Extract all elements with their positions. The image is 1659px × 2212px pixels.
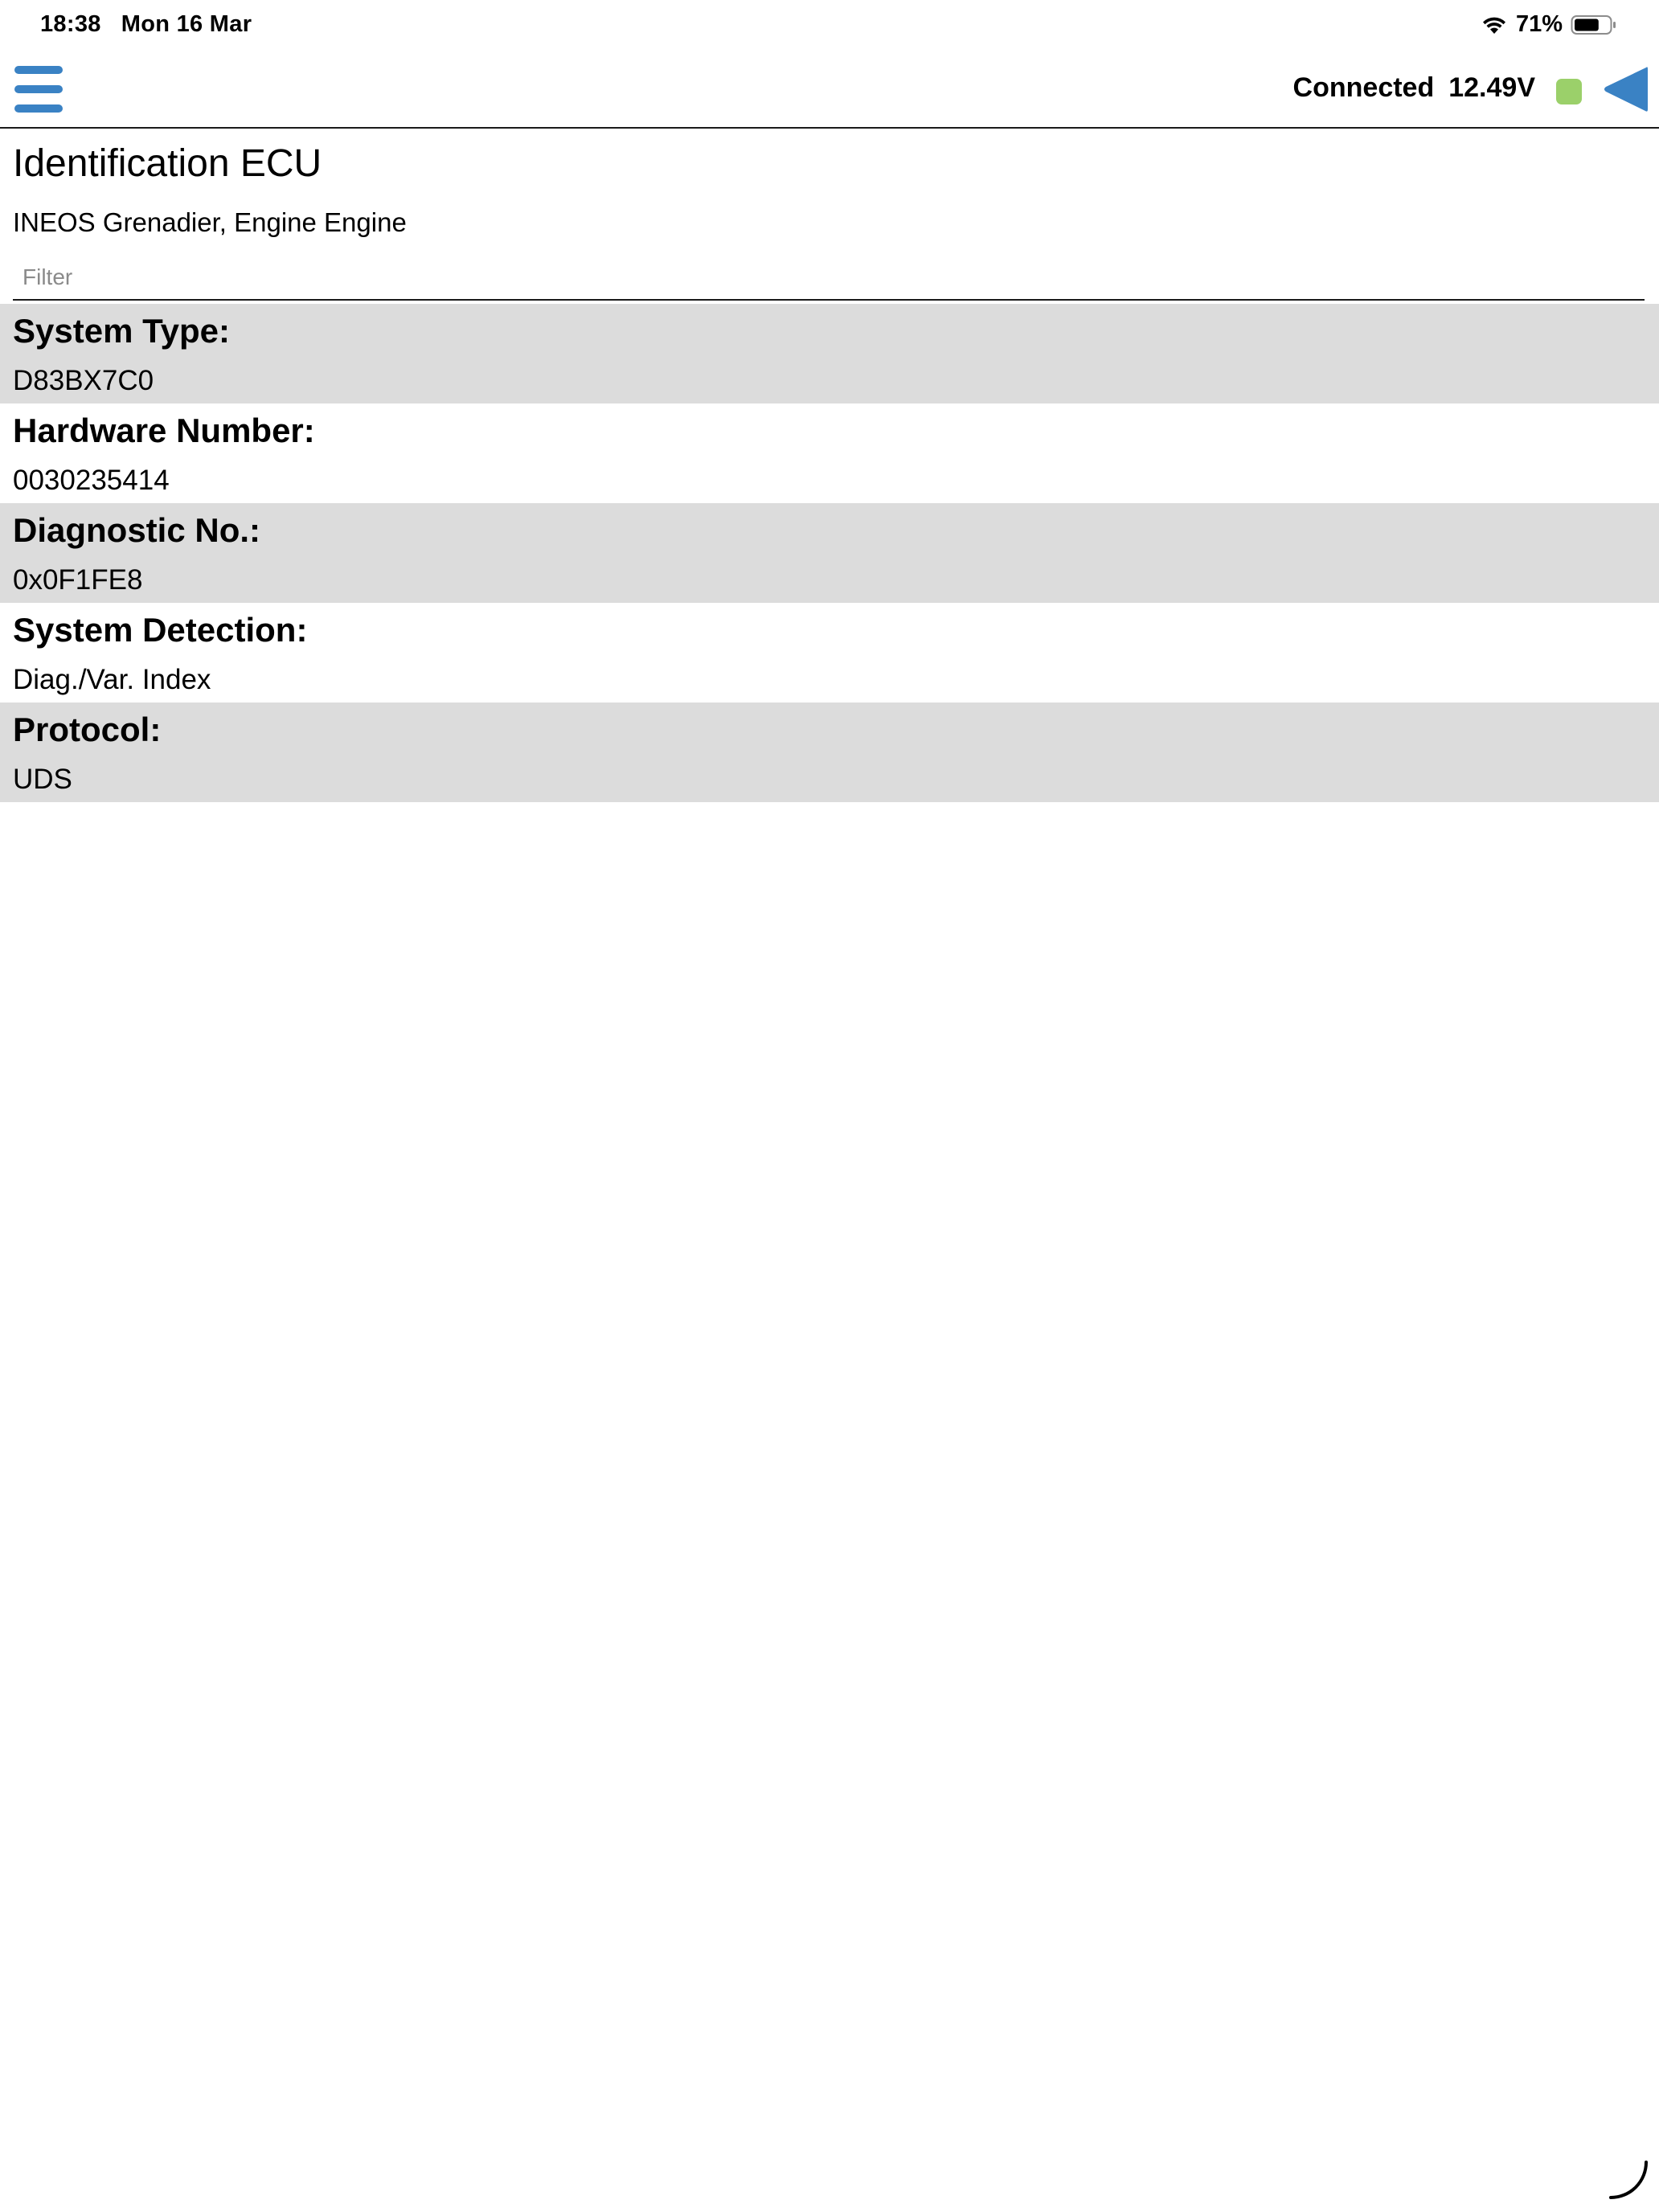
- hamburger-menu-icon[interactable]: [13, 64, 64, 116]
- info-label: Hardware Number:: [13, 412, 315, 449]
- connection-status: Connected: [1292, 72, 1435, 103]
- info-value: UDS: [13, 764, 72, 795]
- info-value: 0x0F1FE8: [13, 564, 143, 596]
- page-subtitle: INEOS Grenadier, Engine Engine: [13, 207, 407, 237]
- info-value: D83BX7C0: [13, 365, 154, 396]
- loading-spinner-icon: [1606, 2159, 1651, 2204]
- info-row-hardware-number: [0, 403, 1659, 503]
- battery-voltage: 12.49V: [1448, 72, 1535, 103]
- back-triangle-icon[interactable]: [1601, 64, 1649, 114]
- info-row-system-detection: [0, 603, 1659, 703]
- status-bar: [0, 0, 1659, 50]
- filter-input[interactable]: [13, 256, 1645, 301]
- info-label: Diagnostic No.:: [13, 511, 261, 549]
- page-title: Identification ECU: [13, 142, 322, 185]
- info-label: System Type:: [13, 312, 230, 350]
- info-row-diagnostic-no: [0, 503, 1659, 603]
- status-time-date: [40, 11, 252, 38]
- status-time: 18:38: [40, 11, 101, 37]
- info-row-system-type: [0, 304, 1659, 403]
- connection-led-indicator: [1556, 79, 1582, 104]
- info-value: 0030235414: [13, 465, 170, 496]
- info-row-protocol: [0, 703, 1659, 802]
- wifi-icon: [1481, 14, 1508, 35]
- identification-list: [0, 304, 1659, 802]
- info-label: System Detection:: [13, 611, 308, 649]
- info-value: Diag./Var. Index: [13, 664, 211, 695]
- nav-bar: [0, 50, 1659, 129]
- info-label: Protocol:: [13, 711, 162, 748]
- battery-icon: [1571, 14, 1617, 35]
- connection-info: [1293, 72, 1535, 104]
- battery-percent: 71%: [1515, 11, 1563, 37]
- status-date: Mon 16 Mar: [121, 11, 252, 37]
- status-indicators: [1481, 11, 1617, 38]
